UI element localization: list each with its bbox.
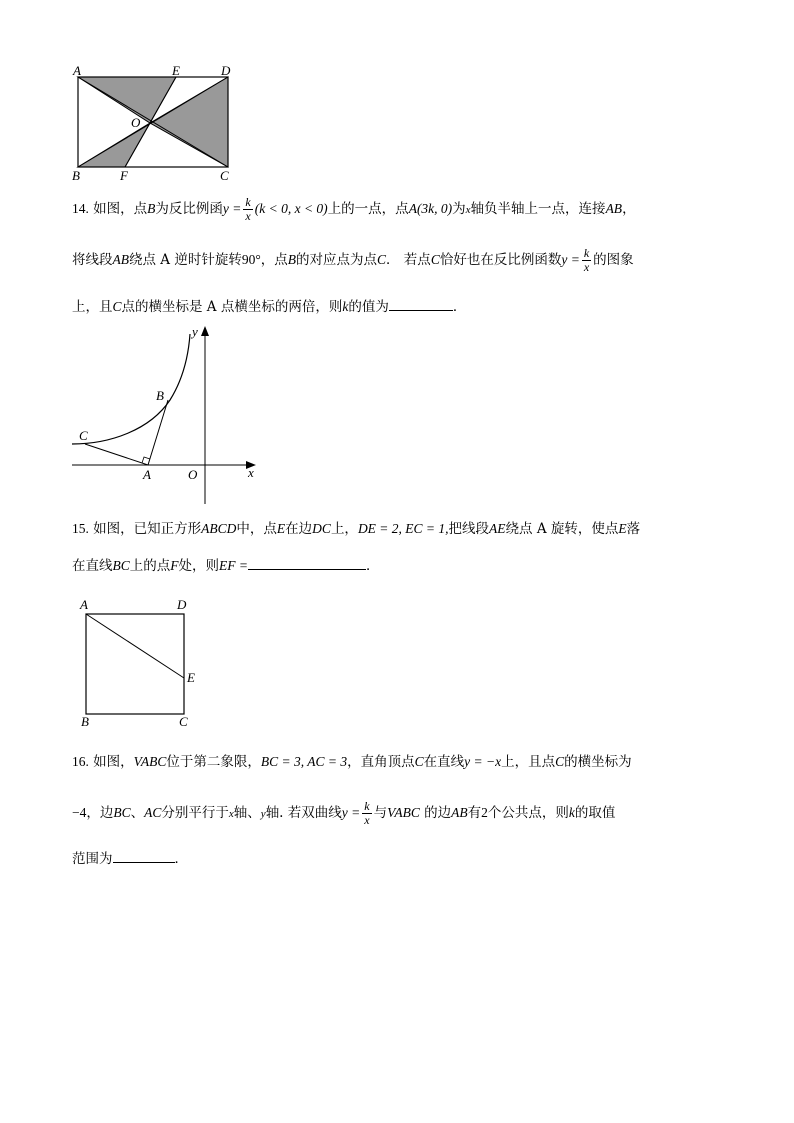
label-a: A xyxy=(143,467,151,482)
figure-rectangle-abcd xyxy=(68,62,248,184)
text: 有 xyxy=(467,805,482,821)
label-b: B xyxy=(81,714,89,729)
math-ab: AB xyxy=(112,252,129,267)
math-x: x xyxy=(465,204,471,216)
math-coord: (3k, 0) xyxy=(416,201,453,216)
label-e: E xyxy=(172,63,180,78)
math-c: C xyxy=(112,299,122,314)
math-eq: BC = 3, AC = 3 xyxy=(260,754,348,769)
segment-ae xyxy=(86,614,184,678)
q15-line-1 xyxy=(72,519,640,539)
text: ，点 xyxy=(260,252,288,268)
text: 如图， xyxy=(93,754,134,770)
question-number: 15. xyxy=(72,521,89,536)
math-eq: DE = 2, EC = 1, xyxy=(357,521,449,536)
question-number: 14. xyxy=(72,201,89,216)
text: 的边 xyxy=(424,805,452,821)
text: 的对应点为点 xyxy=(296,252,377,268)
text: 绕点 A 逆时针旋转 xyxy=(129,252,242,268)
text: 上，且点 xyxy=(501,754,556,770)
text: 的横坐标为 xyxy=(564,754,632,770)
math-c: C xyxy=(430,252,440,267)
label-c: C xyxy=(220,168,229,183)
math-b: B xyxy=(147,201,156,216)
text: 上的点 xyxy=(129,558,171,574)
math-c: C xyxy=(555,754,565,769)
math-dc: DC xyxy=(312,521,331,536)
label-c: C xyxy=(79,428,88,443)
triangle-cab xyxy=(85,400,168,465)
text: 落 xyxy=(626,521,641,537)
math-c: C xyxy=(377,252,387,267)
label-c: C xyxy=(179,714,188,729)
answer-blank[interactable] xyxy=(113,848,175,863)
text: 为 xyxy=(452,201,466,217)
text: 将线段 xyxy=(72,252,113,268)
label-a: A xyxy=(80,597,88,612)
label-y: y xyxy=(192,324,198,339)
math-y-eq: y = xyxy=(561,252,580,267)
text: ． xyxy=(174,851,188,867)
text: 在边 xyxy=(285,521,313,537)
label-o: O xyxy=(131,115,141,130)
text: 中，点 xyxy=(236,521,277,537)
math-y: y xyxy=(260,808,266,820)
math-triangle: VABC xyxy=(387,805,420,820)
text: 的取值 xyxy=(574,805,616,821)
answer-blank[interactable] xyxy=(389,296,453,311)
square-outline xyxy=(86,614,184,714)
math-condition: (k < 0, x < 0) xyxy=(254,201,328,216)
fraction-k-over-x xyxy=(362,800,371,827)
text: 轴、 xyxy=(233,805,261,821)
q16-line-3 xyxy=(72,848,188,869)
math-abcd: ABCD xyxy=(201,521,237,536)
frac-den: x xyxy=(364,813,370,827)
text: 范围为 xyxy=(72,851,113,867)
math-f: F xyxy=(170,558,179,573)
math-x: x xyxy=(228,808,234,820)
label-f: F xyxy=(120,168,128,183)
question-number: 16. xyxy=(72,754,89,769)
text: 上的一点，点 xyxy=(327,201,409,217)
text: 、 xyxy=(130,805,145,821)
answer-blank[interactable] xyxy=(248,555,366,570)
math-k: k xyxy=(342,299,349,314)
math-e: E xyxy=(618,521,627,536)
q14-line-3 xyxy=(72,296,466,317)
math-ab: AB xyxy=(605,201,623,216)
text: ． xyxy=(452,299,467,315)
math-two: 2 xyxy=(481,805,488,820)
frac-den: x xyxy=(245,209,251,223)
math-ae: AE xyxy=(489,521,506,536)
q14-line-1 xyxy=(72,196,636,223)
math-ef: EF = xyxy=(219,558,248,573)
text: 为反比例函 xyxy=(155,201,223,217)
text: 在直线 xyxy=(423,754,465,770)
text: 与 xyxy=(373,805,388,821)
text: ， xyxy=(622,201,636,217)
text: 处，则 xyxy=(178,558,220,574)
text: 的图象 xyxy=(593,252,634,268)
label-a: A xyxy=(73,63,81,78)
math-k: k xyxy=(568,805,575,820)
text: 如图，已知正方形 xyxy=(93,521,202,537)
frac-num: k xyxy=(364,799,370,813)
label-b: B xyxy=(156,388,164,403)
frac-num: k xyxy=(245,195,251,209)
label-x: x xyxy=(248,465,254,480)
figure-square-abcd xyxy=(72,596,202,732)
text: ，直角顶点 xyxy=(347,754,415,770)
q14-line-2 xyxy=(72,247,634,274)
math-c: C xyxy=(414,754,424,769)
frac-den: x xyxy=(583,260,590,274)
text: 个公共点，则 xyxy=(487,805,569,821)
text: 点的横坐标是 A 点横坐标的两倍，则 xyxy=(121,299,343,315)
math-ab: AB xyxy=(451,805,468,820)
text: ． 若点 xyxy=(386,252,431,268)
math-y-eq: y = xyxy=(341,805,361,820)
math-b: B xyxy=(287,252,296,267)
math-deg: 90° xyxy=(241,252,261,267)
math-neg4: −4 xyxy=(72,805,87,820)
label-d: D xyxy=(221,63,231,78)
text: 分别平行于 xyxy=(161,805,229,821)
math-bc: BC xyxy=(112,558,130,573)
text: 绕点 A 旋转，使点 xyxy=(505,521,619,537)
math-triangle: VABC xyxy=(133,754,167,769)
math-ac: AC xyxy=(144,805,162,820)
text: 上， xyxy=(330,521,358,537)
text: 把线段 xyxy=(448,521,490,537)
q15-line-2 xyxy=(72,555,380,576)
label-e: E xyxy=(187,670,195,685)
q16-line-1 xyxy=(72,752,632,772)
label-o: O xyxy=(188,467,198,482)
q16-line-2 xyxy=(72,800,615,827)
math-e: E xyxy=(276,521,286,536)
math-bc: BC xyxy=(113,805,131,820)
text: 轴. 若双曲线 xyxy=(265,805,342,821)
math-line: y = −x xyxy=(464,754,502,769)
text: 轴负半轴上一点，连接 xyxy=(470,201,606,217)
math-y-eq: y = xyxy=(222,201,242,216)
text: ． xyxy=(366,558,380,574)
figure-hyperbola-rotation xyxy=(70,322,260,507)
text: 的值为 xyxy=(348,299,389,315)
hyperbola-curve xyxy=(72,334,190,444)
text: 上，且 xyxy=(72,299,113,315)
text: 如图，点 xyxy=(93,201,148,217)
text: 位于第二象限， xyxy=(166,754,261,770)
fraction-k-over-x xyxy=(243,196,252,223)
text: 恰好也在反比例函数 xyxy=(439,252,562,268)
y-axis-arrow xyxy=(201,326,209,336)
text: 在直线 xyxy=(72,558,113,574)
label-d: D xyxy=(177,597,187,612)
label-b: B xyxy=(72,168,80,183)
text: ，边 xyxy=(86,805,114,821)
math-a: A xyxy=(408,201,417,216)
fraction-k-over-x xyxy=(582,247,591,274)
frac-num: k xyxy=(583,246,590,260)
